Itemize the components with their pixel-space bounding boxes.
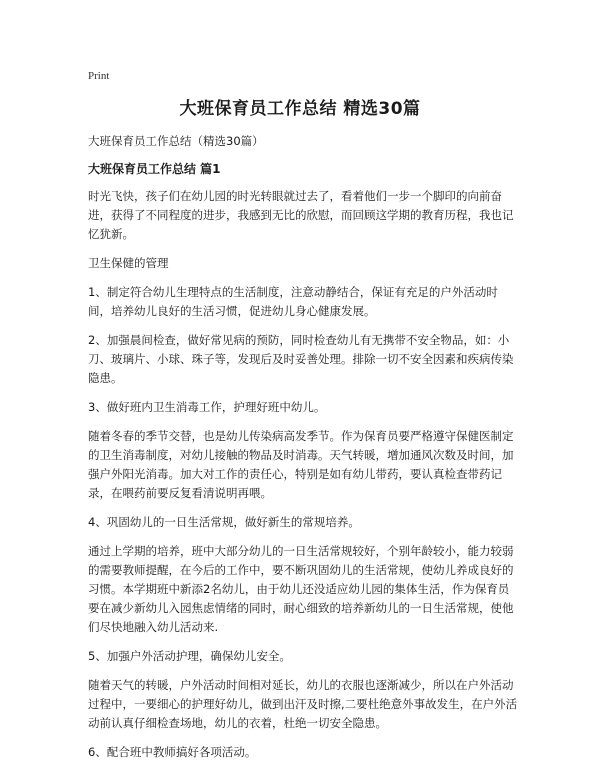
paragraph: 卫生保健的管理 xyxy=(88,256,169,270)
paragraph: 5、加强户外活动护理，确保幼儿安全。 xyxy=(88,649,291,663)
document-body xyxy=(88,132,518,772)
page-title: 大班保育员工作总结 精选30篇 xyxy=(179,99,421,119)
paragraph: 1、制定符合幼儿生理特点的生活制度，注意动静结合，保证有充足的户外活动时间，培养幼儿良好的生活习惯，促进幼儿身心健康发展。 xyxy=(88,285,498,318)
paragraph: 通过上学期的培养，班中大部分幼儿的一日生活常规较好，个别年龄较小，能力较弱的需要教师提醒，在今后的工作中，要不断巩固幼儿的生活常规，使幼儿养成良好的习惯。本学期班中新添2名幼儿，由于幼儿还没适应幼儿园的集体生活，作为保育员要在减少新幼儿入园焦虑情绪的同时，耐心细致的培养新幼儿的一日生活常规，使他们尽快地融入幼儿活动来. xyxy=(88,544,514,634)
section-heading: 大班保育员工作总结 篇1 xyxy=(88,162,221,176)
paragraph: 3、做好班内卫生消毒工作，护理好班中幼儿。 xyxy=(88,400,326,414)
paragraph: 4、巩固幼儿的一日生活常规，做好新生的常规培养。 xyxy=(88,515,360,529)
paragraph: 2、加强晨间检查，做好常见病的预防，同时检查幼儿有无携带不安全物品，如：小刀、玻璃片、小球、珠子等，发现后及时妥善处理。排除一切不安全因素和疾病传染隐患。 xyxy=(88,333,514,385)
paragraph: 6、配合班中教师搞好各项活动。 xyxy=(88,745,257,759)
document-subtitle: 大班保育员工作总结（精选30篇） xyxy=(88,134,264,148)
paragraph: 随着天气的转暖，户外活动时间相对延长，幼儿的衣服也逐渐减少，所以在户外活动过程中，一要细心的护理好幼儿，做到出汗及时擦,二要杜绝意外事故发生，在户外活动前认真仔细检查场地，幼儿的衣着，杜绝一切安全隐患。 xyxy=(88,678,518,730)
print-link[interactable]: Print xyxy=(88,70,110,82)
paragraph: 随着冬春的季节交替，也是幼儿传染病高发季节。作为保育员要严格遵守保健医制定的卫生消毒制度，对幼儿接触的物品及时消毒。天气转暖，增加通风次数及时间，加强户外阳光消毒。加大对工作的责任心，特别是如有幼儿带药，要认真检查带药记录，在喂药前要反复看清说明再喂。 xyxy=(88,429,514,500)
paragraph: 时光飞快，孩子们在幼儿园的时光转眼就过去了，看着他们一步一个脚印的向前奋进，获得了不同程度的进步，我感到无比的欣慰，而回顾这学期的教育历程，我也记忆犹新。 xyxy=(88,189,514,241)
